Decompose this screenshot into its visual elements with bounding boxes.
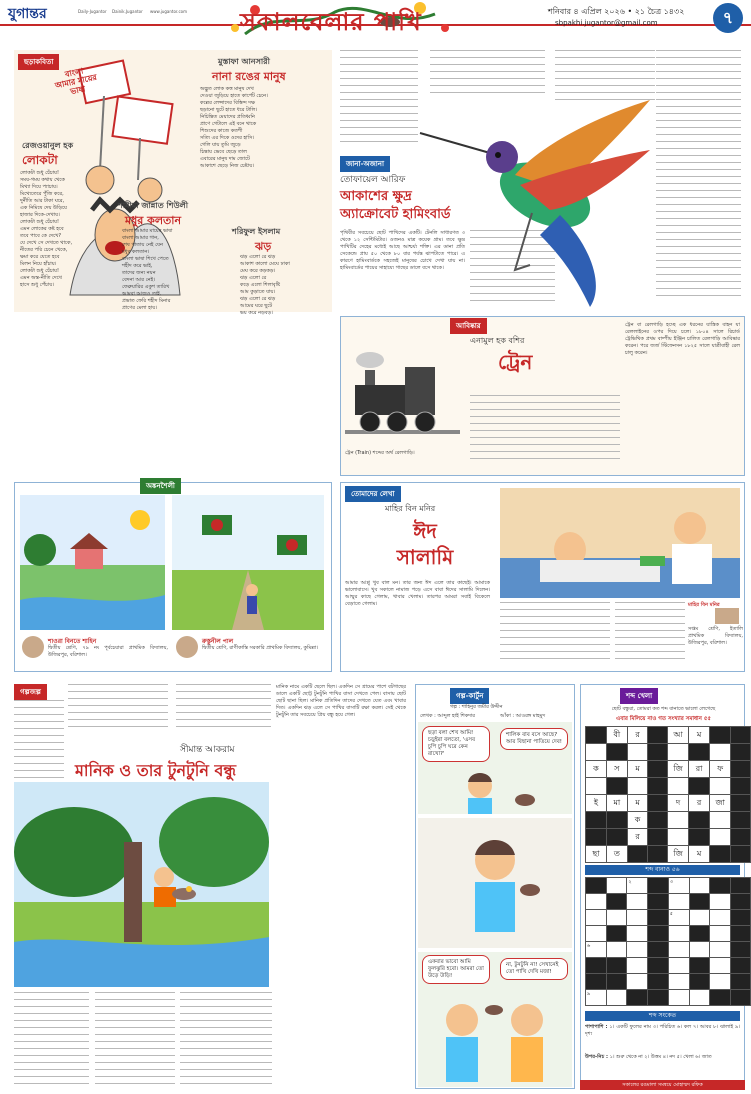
poem4-author: শরিফুল ইসলাম — [232, 226, 281, 236]
clues-across-text: ১। একটি ফুলের নাম ৩। পরিচিত ৬। কল ৭। আবর ৮। ঝালাই ৯। দৃশ্য — [585, 1024, 740, 1037]
solution-cell — [731, 761, 751, 778]
solution-cell: বী — [606, 727, 627, 744]
solution-cell — [648, 778, 668, 795]
poem1-lines: লোকটা শুধু চেঁচায়! সময়-গময় কথায় থেকে মিথ্যা দিয়ে প্যাচায়। মিথ্যেতেরে পুঁজি করে, দুর্নীতি আর টাকা ঘরে, এক নিমিষে দেয় উড়িয়ে হাজার দিকে-দেখায়। লোকটা শুধু চেঁচায়! এমন লোকের কষ্ট হবে তবে পাবে কে দেখে? যে দেখে সে দেখতে থাকে, নীতের পরি চেনে খেকে, ক্ষমা করে যেতে হবে মিলন নিয়ে হাঁচায়। লোকটা শুধু চেঁচায়! এমন অন্ত-নীতি দেখে হাসে শুধু পেঁচায়। — [20, 170, 73, 288]
solution-cell: মা — [606, 795, 627, 812]
puzzle-cell[interactable] — [586, 926, 607, 942]
child2-info: দ্বিতীয় শ্রেণি, রাণীকান্তি সরকারি প্রাথমিক বিদ্যালয়, কুমিল্লা। — [202, 645, 319, 651]
solution-cell: রা — [689, 761, 710, 778]
solution-cell — [731, 812, 751, 829]
invention-author: এনামুল হক বশির — [470, 336, 525, 345]
solution-cell — [689, 778, 710, 795]
writing-author-info: সপ্তম শ্রেণি, ইতালি প্রাথমিক বিদ্যালয়, উজিরপুর, বরিশাল। — [688, 626, 743, 646]
website-link[interactable]: www.jugantor.com — [150, 9, 187, 14]
sign-word-2: আমার — [54, 77, 77, 91]
cartoon-bubble-3: একবার ভাবো আমি ফুলঝুরি হবো। আমরা তো উড়ে উড়ি! — [422, 955, 490, 984]
puzzle-footer: সকালের রঙমালা সমন্বয়ে মোহাম্মদ রফিক — [580, 1080, 745, 1090]
solution-cell: র — [689, 795, 710, 812]
solution-cell — [731, 795, 751, 812]
puzzle-cell[interactable] — [648, 974, 668, 990]
cartoon-boy-1 — [440, 770, 550, 814]
puzzle-cell[interactable] — [586, 910, 607, 926]
puzzle-cell[interactable] — [648, 878, 668, 894]
puzzle-cell[interactable] — [586, 958, 607, 974]
writing-title: ঈদ সালামি — [396, 519, 454, 569]
story-illustration — [14, 782, 269, 987]
cartoon-boy-2 — [440, 830, 550, 940]
puzzle-cell[interactable] — [606, 878, 626, 894]
solution-cell — [689, 744, 710, 761]
solution-cell: জি — [667, 761, 688, 778]
social-instagram[interactable]: Dainik.Jugantor — [112, 9, 143, 14]
solution-cell — [710, 778, 731, 795]
solution-cell: র — [627, 829, 648, 846]
solution-cell: দ — [667, 795, 688, 812]
story-text-col4 — [14, 992, 89, 1092]
solution-cell: ম — [627, 795, 648, 812]
puzzle-cell[interactable] — [730, 990, 750, 1006]
solution-cell — [667, 812, 688, 829]
solution-cell — [648, 744, 668, 761]
writing-body: আমার আপ্পু খুব বাল মন। তার জন্য ঈদ এলে তার কাছেই। আমাকে ভালোবাসে। খুব সকালে নামাজ পড়ে এসে বাবা ঈদের সালামি দিলেন। আম্মুর কাছে গেলাম, খাবার খেলাম। তারপর আমরা সবাই বিকেলে বেড়াতে গেলাম। — [345, 580, 490, 607]
solution-cell — [731, 829, 751, 846]
knowledge-text-col1 — [340, 50, 418, 150]
puzzle-cell[interactable] — [648, 958, 668, 974]
solution-cell — [667, 829, 688, 846]
puzzle-intro: ছোট বন্ধুরা, তোমরা কত শব্দ বানাতে ভালো লেগেছে — [611, 706, 716, 712]
story-title: মানিক ও তার টুনটুনি বন্ধু — [75, 761, 237, 780]
puzzle-cell[interactable] — [606, 942, 626, 958]
poem1-title: লোকটা — [22, 153, 58, 167]
invention-title: ট্রেন — [498, 350, 533, 374]
puzzle-cell[interactable] — [710, 942, 730, 958]
sign-word-3: মায়ের — [77, 72, 98, 86]
puzzle-cell[interactable] — [627, 926, 648, 942]
puzzle-cell[interactable] — [668, 958, 689, 974]
puzzle-cell[interactable] — [627, 958, 648, 974]
knowledge-title: আকাশের ক্ষুদ্র অ্যাক্রোবেট হামিংবার্ড — [340, 189, 451, 222]
solution-cell: জি — [667, 846, 688, 863]
solution-cell: ক — [627, 812, 648, 829]
cartoon-boys-3 — [432, 995, 562, 1085]
puzzle-cell[interactable]: ৬ — [586, 942, 607, 958]
poem3-lines: অদ্ভুত লোক কত্ত মানুষ দেখ দেওয়া জুড়িয়ে হাতে কার্পেট চেনে। কল্লের লেন্সাদের বিস্তিন্দ দক্ষ ছড়ানো ছুটে হাতে ধরে টালি। নিচিন্তিত মেয়াদের প্রতিধ্বনি প্রাণে গেটালে এই বনে থাকে শিশুদের কাজে কতশী সত্যি এর দিকে ওদের হাসি। গেলি যায় তুমি জুড়ে চিন্তায় ভেবে ছেড়ে তাল এবারের মানুষ দাম জোটে আকাশে ছেড়ে নিজ চেষ্টায়। — [200, 86, 268, 169]
writing-author-photo — [715, 608, 739, 624]
puzzle-cell[interactable] — [730, 926, 750, 942]
knowledge-tag: জানা-অজানা — [340, 156, 390, 172]
solution-cell — [648, 727, 668, 744]
writing-author: মাহির বিন মনির — [385, 504, 436, 513]
puzzle-cell[interactable] — [627, 942, 648, 958]
poem1-author: রেজওয়ানুল হক — [22, 140, 74, 150]
story-text-col3 — [176, 684, 271, 734]
clues-title: শব্দ সংকেত — [585, 1011, 740, 1021]
puzzle-cell[interactable] — [730, 958, 750, 974]
solution-cell — [586, 829, 607, 846]
puzzle-cell[interactable] — [730, 878, 750, 894]
page-number: ৭ — [713, 3, 743, 33]
puzzle-cell[interactable]: ৩ — [668, 878, 689, 894]
contact-email[interactable]: sbpakhi.jugantor@gmail.com — [555, 19, 658, 27]
puzzle-cell[interactable] — [710, 958, 730, 974]
solution-cell: স — [606, 761, 627, 778]
puzzle-cell[interactable] — [730, 894, 750, 910]
newspaper-logo[interactable]: যুগান্তর — [8, 6, 47, 22]
solution-cell — [627, 744, 648, 761]
puzzle-cell[interactable] — [730, 974, 750, 990]
solution-cell: ক — [586, 761, 607, 778]
puzzle-cell[interactable] — [586, 894, 607, 910]
solution-cell — [586, 727, 607, 744]
child1-avatar — [22, 636, 44, 658]
knowledge-body: পৃথিবীর সবচেয়ে ছোট পাখিদের একটি। টেনলি সাধারণত ৩ থেকে ১২ সেন্টিমিটার। ওজনও মাত্র কয়েক গ্রাম। তবে ক্ষুদ্র পাখিটির দেহের মধ্যেই আছে আশ্চর্য্য শক্তি। এর ডানা প্রতি সেকেন্ডে প্রায় ৫০ থেকে ৮০ বার পর্যন্ত ঝাপটাতে পারে। এ কারণে হামিংবার্ডকে সহজেই মানুষের চোখে দেখা যায় না। হামিংবার্ডের পায়ের সাহায্যে গাছের ডালে বসে থাকে। — [340, 230, 465, 271]
puzzle-cell[interactable] — [648, 910, 668, 926]
sign-word-4: ভাষা — [69, 84, 87, 97]
solution-cell — [648, 761, 668, 778]
solution-cell: ম — [627, 761, 648, 778]
solution-cell — [586, 744, 607, 761]
puzzle-cell[interactable] — [606, 894, 626, 910]
knowledge-text-col4 — [656, 50, 741, 310]
solution-cell: র — [627, 727, 648, 744]
poem3-author: মুস্তাফা আনসারী — [218, 56, 270, 66]
puzzle-cell[interactable] — [606, 990, 626, 1006]
solution-cell — [648, 829, 668, 846]
writing-tag: তোমাদের লেখা — [345, 486, 401, 502]
puzzle-cell[interactable] — [648, 894, 668, 910]
solution-cell — [586, 778, 607, 795]
puzzle-cell[interactable] — [668, 990, 689, 1006]
clues-down-text: ১। শুরু থেকে না ২। উত্তম ৪। নদ ৫। খেলা ৬। জাত — [609, 1054, 712, 1060]
solution-cell — [627, 846, 648, 863]
child-drawing-2 — [172, 495, 324, 630]
solution-cell: ম — [689, 846, 710, 863]
puzzle-cell[interactable] — [586, 878, 607, 894]
puzzle-cell[interactable] — [689, 926, 709, 942]
sign-word-1: বাংলা — [64, 66, 85, 80]
poetry-tag: ছড়াকবিতা — [18, 54, 59, 70]
solution-cell — [606, 744, 627, 761]
puzzle-cell[interactable] — [627, 974, 648, 990]
puzzle-cell[interactable] — [710, 926, 730, 942]
puzzle-cell[interactable] — [710, 878, 730, 894]
cartoon-bubble-2: শালিক বাব বসে আছে? আর বিছানা পাতিয়ে দেব! — [500, 728, 568, 750]
puzzle-cell[interactable] — [648, 990, 668, 1006]
cartoon-credit-story: গল্প : শাহিনুর জমীর উদ্দীন — [450, 704, 503, 710]
solution-cell — [731, 744, 751, 761]
solution-cell — [689, 812, 710, 829]
solution-cell — [731, 778, 751, 795]
cartoon-bubble-1: ছড়া বলা শেখ আমি! চড়ুইরা বলতো, 'এসব চুপি চুপি ঘরে কেন রাখো?' — [422, 726, 490, 762]
art-tag: অঙ্কনশৈলী — [140, 478, 181, 494]
solution-cell — [627, 778, 648, 795]
solution-grid — [585, 726, 751, 863]
solution-cell: ত — [606, 846, 627, 863]
solution-cell — [731, 846, 751, 863]
puzzle-cell[interactable] — [710, 910, 730, 926]
clues-across-label: পাশাপাশি : — [585, 1024, 608, 1030]
clues-across — [585, 1024, 740, 1054]
solution-cell: ম — [689, 727, 710, 744]
knowledge-text-col2 — [430, 50, 545, 100]
story-text-col5 — [95, 992, 175, 1092]
child1-info: দ্বিতীয় শ্রেণি, ৭৯ নং পূর্বচেয়ারা প্রাথমিক বিদ্যালয়, উজিরপুর, বরিশাল। — [48, 645, 168, 658]
new-grid-title: শব্দ বানাও ৫৬ — [585, 865, 740, 875]
solution-cell — [710, 727, 731, 744]
poem4-title: ঝড় — [255, 240, 272, 253]
solution-cell — [667, 778, 688, 795]
train-caption: ট্রেন (Train) শব্দের অর্থ রেলগাড়ি। — [345, 450, 415, 456]
puzzle-cell[interactable] — [606, 958, 626, 974]
poem2-author: শামীমা জান্নাত শিউলী — [118, 200, 188, 210]
writing-author-name: মাহির বিন মনির — [688, 602, 720, 608]
puzzle-prev-label: এবার মিলিয়ে নাও গত সংখ্যার সমাধান ৫৫ — [616, 716, 711, 722]
writing-text-col3 — [615, 602, 685, 668]
story-tag: গল্পজল্প — [14, 684, 47, 700]
story-author: সীমান্ত আকরাম — [180, 745, 235, 755]
new-puzzle-grid[interactable] — [585, 877, 751, 1006]
solution-cell: জা — [710, 795, 731, 812]
puzzle-cell[interactable] — [627, 894, 648, 910]
cartoon-credit-writer: লেখক : আব্দুল হাই শিকদার — [420, 713, 476, 719]
puzzle-cell[interactable] — [668, 942, 689, 958]
solution-cell: ছা — [586, 846, 607, 863]
puzzle-cell[interactable] — [606, 926, 626, 942]
solution-cell — [667, 744, 688, 761]
story-body: মানিক নামে একটি ছেলে ছিল। একদিন সে গ্রামের পাশে বটগাছের ডালে একটি ছোট্ট টুনটুনি পাখির বাসা দেখতে পেল। বাসায় ছোট ছোট ছানা ছিল। মানিক প্রতিদিন তাদের দেখতে যেত এবং খাবার দিত। একদিন ঝড় এলে সে পাখির বাসাটি রক্ষা করল। সেই থেকে টুনটুনি তার সবচেয়ে প্রিয় বন্ধু হয়ে গেল। — [276, 684, 406, 718]
puzzle-cell[interactable] — [689, 878, 709, 894]
cartoon-tag: গল্প-কার্টুন — [450, 688, 489, 704]
solution-cell: ফ — [710, 761, 731, 778]
puzzle-cell[interactable]: ৫ — [668, 910, 689, 926]
hummingbird-illustration — [420, 95, 655, 310]
invention-text-col2 — [470, 395, 620, 473]
solution-cell — [586, 812, 607, 829]
puzzle-cell[interactable] — [668, 974, 689, 990]
child2-avatar — [176, 636, 198, 658]
solution-cell — [648, 846, 668, 863]
solution-cell — [648, 812, 668, 829]
clues-down-label: উপর-নিচ : — [585, 1054, 608, 1060]
puzzle-cell[interactable] — [668, 894, 689, 910]
puzzle-cell[interactable] — [730, 910, 750, 926]
solution-cell — [710, 744, 731, 761]
puzzle-cell[interactable]: ২ — [627, 878, 648, 894]
issue-date: শনিবার ৪ এপ্রিল ২০২৬ • ২১ চৈত্র ১৪৩২ — [548, 7, 685, 16]
masthead-title: সকালবেলার পাখি — [240, 7, 422, 36]
cartoon-bubble-4: না, টুনটুনি না! সেখানেই তো পাখি দেখি মজা! — [500, 958, 568, 980]
solution-cell — [606, 829, 627, 846]
poem3-title: নানা রঙের মানুষ — [212, 70, 286, 83]
cartoon-credit-artist: আঁকা : আওরঙ্গ মাহমুদ — [500, 713, 546, 719]
solution-cell — [710, 846, 731, 863]
puzzle-cell[interactable] — [710, 974, 730, 990]
solution-cell — [606, 778, 627, 795]
invention-body: ট্রেন বা রেলগাড়ি হচ্ছে এক ধরনের যান্ত্রিক বাহন যা রেললাইনের ওপর দিয়ে চলে। ১৮০৪ সালে রিচার্ড ট্রেভিথিক প্রথম বাষ্পীয় ইঞ্জিন চালিত রেলগাড়ি আবিষ্কার করেন। পরে জর্জ স্টিফেনসন ১৮২৫ সালে যাত্রীবাহী রেল চালু করেন। — [625, 322, 740, 356]
child2-name: রুস্তুনীল পাল — [202, 638, 234, 645]
clues-down — [585, 1054, 740, 1076]
poem2-lines: বাংলা আমার মায়ের ভাষা বাংলা আমার গান, শেষ পাতায় নেই যেন মধুর কলতান। বাংলা ভাষা শিখে পেতে শহীদ করে ভাই, তাদের জন্য নয়ন বেদনা আর নেই। ফেব্রুয়ারির একুশ তারিখ আমরা আজও তাই, প্রভাত ফেরি শহীদ মিনার প্রাণের মেলা হায়। — [122, 228, 173, 311]
child1-name: শাওরা বিনতে শাহিন — [48, 638, 97, 645]
solution-cell — [731, 727, 751, 744]
solution-cell — [710, 829, 731, 846]
knowledge-author: তোফায়েল আরিফ — [340, 175, 406, 185]
puzzle-cell[interactable] — [627, 910, 648, 926]
puzzle-tag: শব্দ খেলা — [620, 688, 658, 704]
puzzle-cell[interactable] — [586, 974, 607, 990]
puzzle-cell[interactable] — [606, 974, 626, 990]
solution-cell — [648, 795, 668, 812]
puzzle-cell[interactable] — [689, 910, 709, 926]
puzzle-cell[interactable] — [689, 990, 709, 1006]
poem2-title: মধুর কলতান — [125, 214, 182, 227]
solution-cell: ই — [586, 795, 607, 812]
puzzle-cell[interactable] — [627, 990, 648, 1006]
puzzle-cell[interactable] — [689, 958, 709, 974]
puzzle-cell[interactable]: ৯ — [586, 990, 607, 1006]
social-facebook[interactable]: Daily-Jugantor — [78, 9, 107, 14]
puzzle-cell[interactable] — [668, 926, 689, 942]
invention-tag: আবিষ্কার — [450, 318, 487, 334]
story-text-col2 — [68, 684, 168, 734]
puzzle-cell[interactable] — [606, 910, 626, 926]
puzzle-cell[interactable] — [689, 942, 709, 958]
puzzle-cell[interactable] — [689, 894, 709, 910]
eid-illustration — [500, 488, 740, 598]
puzzle-cell[interactable] — [730, 942, 750, 958]
child-drawing-1 — [20, 495, 165, 630]
solution-cell — [710, 812, 731, 829]
puzzle-cell[interactable] — [648, 942, 668, 958]
solution-cell — [689, 829, 710, 846]
poem4-lines: ঝড় এলো রে ঝড় আকাশ কালো মেঘে ঢাকা মেঘ করে কড়কড়। ঝড় এলো রে কড়ে এলো শিলাবৃষ্টি আম কুড়াতে যায়। ঝড় এলো রে ঝড় আমের ঘরে ছুটে ভয় করে নড়বড়। — [240, 254, 290, 316]
story-text-col6 — [180, 992, 272, 1092]
puzzle-cell[interactable] — [710, 894, 730, 910]
train-illustration — [345, 345, 460, 445]
solution-cell: আ — [667, 727, 688, 744]
writing-text-col2 — [500, 602, 610, 668]
puzzle-cell[interactable] — [710, 990, 730, 1006]
puzzle-cell[interactable] — [648, 926, 668, 942]
puzzle-cell[interactable] — [689, 974, 709, 990]
solution-cell — [606, 812, 627, 829]
